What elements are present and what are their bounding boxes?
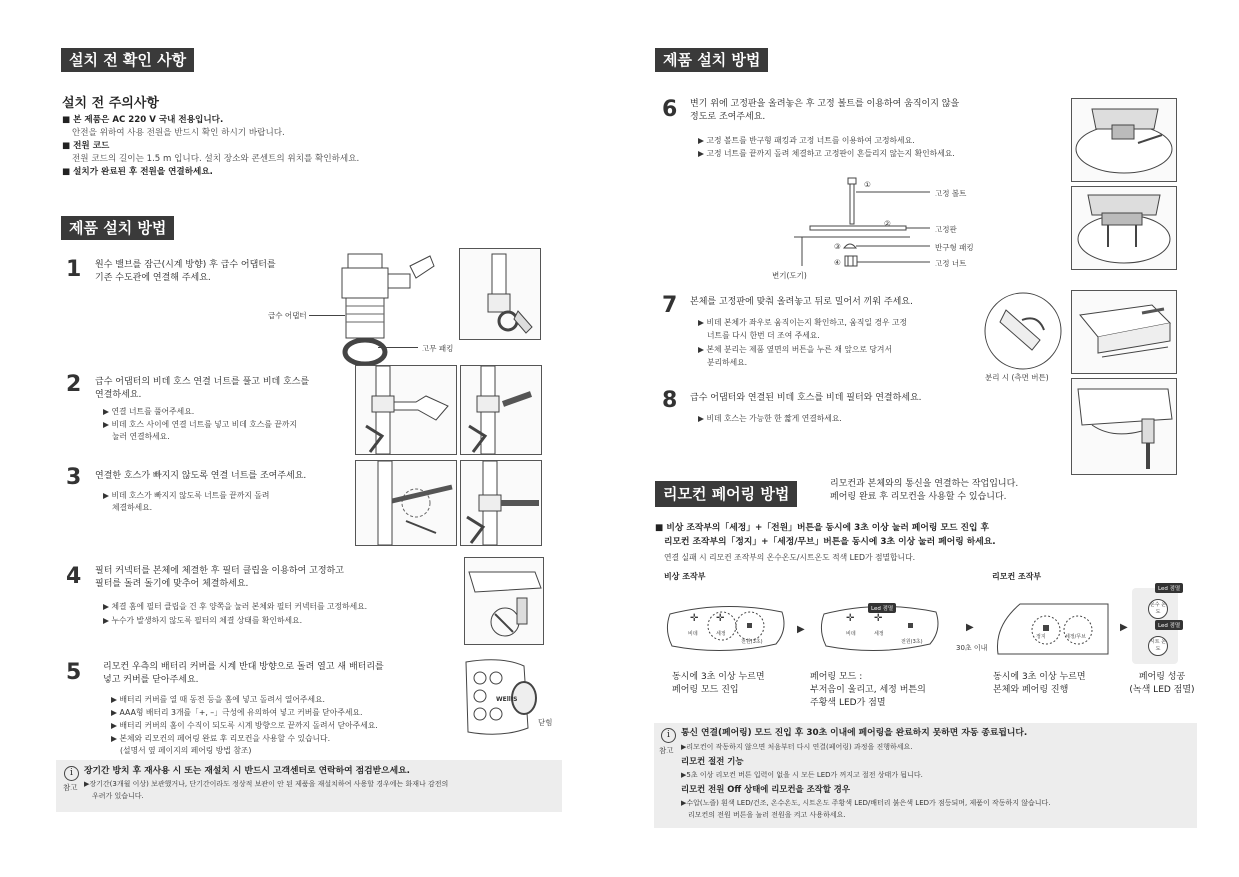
step-7-bullet-2: ▶ 본체 분리는 제품 옆면의 버튼을 누른 채 앞으로 당겨서: [698, 345, 892, 354]
step-2-bullet-2b: 눌러 연결하세요.: [112, 432, 170, 441]
panel-label-wash-move: 세정/무브: [1065, 634, 1087, 640]
step-2-text: 급수 어댑터의 비데 호스 연결 너트를 풀고 비데 호스를 연결하세요.: [95, 377, 310, 400]
pairing-description: 리모컨과 본체와의 통신을 연결하는 작업입니다. 페어링 완료 후 리모컨을 사용할 수 있습니다.: [830, 479, 1019, 502]
step-8-number: 8: [662, 388, 678, 413]
wash-icon: ✛: [716, 613, 725, 624]
pairing-caption-1: 동시에 3초 이상 누르면 페어링 모드 진입: [672, 672, 765, 695]
note-line-2: ▶5초 이상 리모컨 버튼 입력이 없을 시 모든 LED가 꺼지고 절전 상태가 됩니다.: [681, 771, 923, 779]
step-5-bullet-1: ▶ 배터리 커버를 열 때 동전 등을 홈에 넣고 돌려서 열어주세요.: [111, 695, 326, 704]
led-blink-badge: Led 점멸: [868, 603, 896, 613]
precaution-item-2-title: ■ 전원 코드: [62, 141, 110, 151]
step-7-number: 7: [662, 293, 678, 318]
panel-label-wash: 세정: [874, 631, 884, 637]
detach-caption: 분리 시 (측면 버튼): [985, 373, 1049, 382]
step-3-text: 연결한 호스가 빠지지 않도록 연결 너트를 조여주세요.: [95, 471, 307, 481]
section-header-pairing: 리모컨 페어링 방법: [655, 481, 797, 507]
step-2-number: 2: [66, 372, 82, 397]
step-5-bullet-2: ▶ AAA형 배터리 3개를「+, –」극성에 유의하여 넣고 커버를 닫아주세요.: [111, 708, 363, 717]
arrow-icon: ▶: [966, 622, 974, 633]
step-4-bullet-1: ▶ 체결 홈에 필터 클립을 건 후 양쪽을 눌러 본체와 필터 커넥터를 고정하세요.: [103, 602, 368, 611]
step-8-photo: [1071, 378, 1177, 475]
step-6-text: 변기 위에 고정판을 올려놓은 후 고정 볼트를 이용하여 움직이지 않을 정도로 조여주세요.: [690, 99, 960, 122]
thirty-second-label: 30초 이내: [956, 644, 988, 652]
pairing-caption-2: 페어링 모드 : 부저음이 울리고, 세정 버튼의 주황색 LED가 점멸: [810, 672, 926, 708]
info-icon: i: [64, 766, 79, 781]
diagram-label-bolt: 고정 볼트: [935, 189, 967, 198]
precaution-item-2-desc: 전원 코드의 길이는 1.5 m 입니다. 설치 장소와 콘센트의 위치를 확인하세요.: [72, 154, 360, 164]
note-line-2: 우려가 있습니다.: [92, 792, 144, 800]
precaution-item-1-desc: 안전을 위하여 사용 전원을 반드시 확인 하시기 바랍니다.: [72, 128, 285, 138]
step-4-photo: [464, 557, 544, 645]
precaution-item-1-title: ■ 본 제품은 AC 220 V 국내 전용입니다.: [62, 115, 224, 125]
step-7-photo: [1071, 290, 1177, 374]
diagram-num-2: ②: [884, 219, 891, 228]
pairing-caption-4: 페어링 성공 (녹색 LED 점멸): [1129, 672, 1195, 695]
step-7-text: 본체를 고정판에 맞춰 올려놓고 뒤로 밀어서 끼워 주세요.: [690, 297, 913, 307]
leader-line: [309, 315, 345, 316]
section-header-precheck: 설치 전 확인 사항: [61, 48, 194, 72]
arrow-icon: ▶: [797, 624, 805, 635]
remote-brand: WEllIS: [496, 696, 518, 703]
led-blink-badge: Led 점멸: [1155, 583, 1183, 593]
note-line-3: ▶수압(노즐) 흰색 LED/건조, 온수온도, 시트온도 주황색 LED/배터리 붉은색 LED가 점등되며, 제품이 작동하지 않습니다.: [681, 799, 1051, 807]
diagram-label-packing: 반구형 패킹: [935, 243, 974, 252]
step-6-bullet-1: ▶ 고정 볼트를 반구형 패킹과 고정 너트를 이용하여 고정하세요.: [698, 136, 915, 145]
step-5-number: 5: [66, 660, 82, 685]
step-2-photo-b: [460, 365, 542, 455]
precaution-title: 설치 전 주의사항: [62, 96, 159, 111]
pairing-instruction-3: 연결 실패 시 리모컨 조작부의 온수온도/시트온도 적색 LED가 점멸합니다.: [664, 553, 916, 562]
seat-temp-button: 시트 온도: [1148, 636, 1168, 656]
step-1-photo: [459, 248, 541, 340]
diagram-num-3: ③: [834, 242, 841, 251]
emergency-panel-label: 비상 조작부: [664, 572, 706, 581]
diagram-label-toilet: 변기(도기): [772, 271, 807, 280]
diagram-label-nut: 고정 너트: [935, 259, 967, 268]
note-subtitle-1: 리모컨 절전 기능: [681, 756, 744, 766]
step-1-number: 1: [66, 257, 82, 282]
step-7-bullet-1: ▶ 비데 본체가 좌우로 움직이는지 확인하고, 움직일 경우 고정: [698, 318, 908, 327]
step-3-photo-a: [355, 460, 457, 546]
note-line-1: ▶리모컨이 작동하지 않으면 처음부터 다시 연결(페어링) 과정을 진행하세요.: [681, 743, 913, 751]
pairing-instruction-1: ■ 비상 조작부의「세정」+「전원」버튼을 동시에 3초 이상 눌러 페어링 모드 진입 후: [655, 523, 990, 533]
diagram-num-4: ④: [834, 258, 841, 267]
section-header-install: 제품 설치 방법: [61, 216, 174, 240]
step-8-text: 급수 어댑터와 연결된 비데 호스를 비데 필터와 연결하세요.: [690, 393, 922, 403]
note-title-right: 통신 연결(페어링) 모드 진입 후 30초 이내에 페어링을 완료하지 못하면 자동 종료됩니다.: [681, 728, 1028, 738]
note-line-1: ▶장기간(3개월 이상) 보관했거나, 단기간이라도 정상적 보관이 안 된 제품을 재설치하여 사용할 경우에는 화재나 감전의: [84, 780, 449, 788]
step-5-bullet-4b: (설명서 옆 페이지의 페어링 방법 참조): [120, 746, 252, 755]
diagram-num-1: ①: [864, 180, 871, 189]
note-line-4: 리모컨의 전원 버튼을 눌러 전원을 켜고 사용하세요.: [688, 811, 846, 819]
remote-panel: [990, 600, 1110, 656]
detach-illustration: [982, 290, 1064, 372]
step-5-bullet-4: ▶ 본체와 리모컨의 페어링 완료 후 리모컨을 사용할 수 있습니다.: [111, 734, 331, 743]
step-3-bullet-1: ▶ 비데 호스가 빠지지 않도록 너트를 끝까지 돌려: [103, 491, 270, 500]
led-blink-badge: Led 점멸: [1155, 620, 1183, 630]
label-adapter: 급수 어댑터: [268, 311, 307, 320]
wash-icon: ✛: [874, 613, 883, 624]
leader-line: [378, 347, 418, 348]
label-gasket: 고무 패킹: [422, 344, 454, 353]
arrow-icon: ▶: [1120, 622, 1128, 633]
pairing-caption-3: 동시에 3초 이상 누르면 본체와 페어링 진행: [993, 672, 1086, 695]
step-4-text: 필터 커넥터를 본체에 체결한 후 필터 클립을 이용하여 고정하고 필터를 돌려 돌기에 맞추어 체결하세요.: [95, 566, 344, 589]
panel-label-stop: 정지: [1036, 634, 1046, 640]
step-1-text: 원수 밸브를 잠근(시계 방향) 후 급수 어댑터를 기존 수도관에 연결해 주세요.: [95, 260, 276, 283]
step-6-photo-b: [1071, 186, 1177, 270]
bidet-icon: ✛: [690, 613, 699, 624]
step-7-bullet-2b: 분리하세요.: [707, 358, 748, 367]
remote-panel-label: 리모컨 조작부: [992, 572, 1042, 581]
water-temp-button: 온수 온도: [1148, 599, 1168, 619]
step-5-text: 리모컨 우측의 배터리 커버를 시계 반대 방향으로 돌려 열고 새 배터리를 넣고 커버를 닫아주세요.: [103, 662, 384, 685]
step-2-photo-a: [355, 365, 457, 455]
note-subtitle-2: 리모컨 전원 Off 상태에 리모컨을 조작할 경우: [681, 784, 850, 794]
step-8-bullet-1: ▶ 비데 호스는 가능한 한 짧게 연결하세요.: [698, 414, 842, 423]
step-4-bullet-2: ▶ 누수가 발생하지 않도록 필터의 체결 상태를 확인하세요.: [103, 616, 303, 625]
pairing-instruction-2: 리모컨 조작부의「정지」+「세정/무브」버튼을 동시에 3초 이상 눌러 페어링 하세요.: [664, 537, 996, 547]
emergency-panel-1: [664, 600, 788, 654]
panel-label-power: 전원(3초): [901, 639, 923, 645]
step-3-bullet-1b: 체결하세요.: [112, 503, 153, 512]
section-header-install-right: 제품 설치 방법: [655, 48, 768, 72]
precaution-item-3-title: ■ 설치가 완료된 후 전원을 연결하세요.: [62, 167, 213, 177]
info-icon: i: [661, 728, 676, 743]
step-4-number: 4: [66, 564, 82, 589]
step-3-number: 3: [66, 465, 82, 490]
label-close: 닫힘: [538, 718, 553, 727]
note-title: 장기간 방치 후 재사용 시 또는 재설치 시 반드시 고객센터로 연락하여 점검받으세요.: [84, 766, 410, 776]
step-3-photo-b: [460, 460, 542, 546]
step-6-number: 6: [662, 97, 678, 122]
step-7-bullet-1b: 너트를 다시 한번 더 조여 주세요.: [707, 331, 820, 340]
panel-label-bidet: 비데: [688, 631, 698, 637]
step-5-bullet-3: ▶ 배터리 커버의 홈이 수직이 되도록 시계 방향으로 끝까지 돌려서 닫아주세요.: [111, 721, 378, 730]
step-6-bullet-2: ▶ 고정 너트를 끝까지 돌려 체결하고 고정판이 흔들리지 않는지 확인하세요.: [698, 149, 955, 158]
panel-label-bidet: 비데: [846, 631, 856, 637]
step-6-photo-a: [1071, 98, 1177, 182]
step-2-bullet-1: ▶ 연결 너트를 풀어주세요.: [103, 407, 195, 416]
adapter-illustration: [330, 244, 440, 374]
step-2-bullet-2: ▶ 비데 호스 사이에 연결 너트를 넣고 비데 호스를 끝까지: [103, 420, 297, 429]
note-icon-label: 참고: [63, 783, 78, 792]
panel-label-wash: 세정: [716, 631, 726, 637]
diagram-label-plate: 고정판: [935, 225, 957, 234]
note-icon-label: 참고: [659, 746, 674, 755]
panel-label-power: 전원(3초): [741, 639, 763, 645]
bidet-icon: ✛: [846, 613, 855, 624]
